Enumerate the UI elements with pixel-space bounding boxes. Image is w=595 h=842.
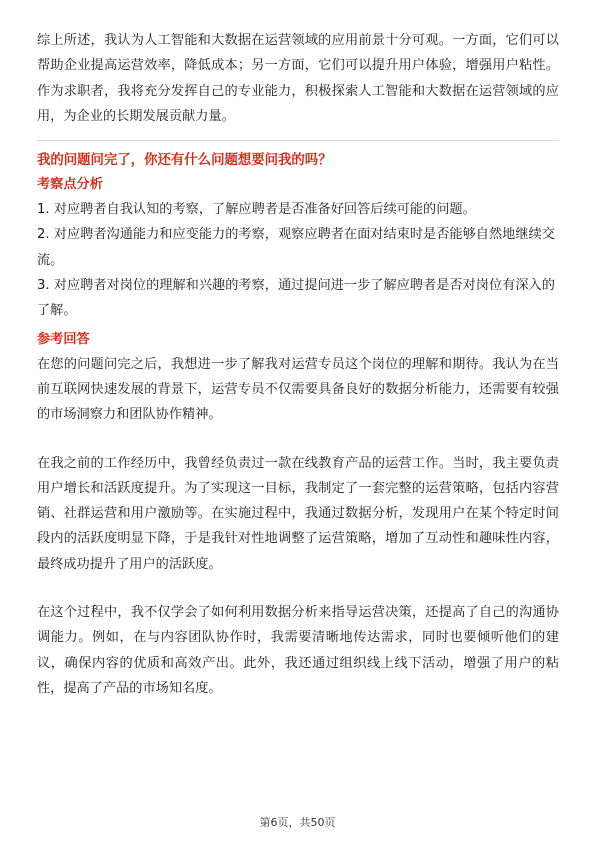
analysis-heading: 考察点分析 [37,177,103,193]
question-title: 我的问题问完了，你还有什么问题想要问我的吗？ [37,153,332,169]
answer-paragraph: 在这个过程中，我不仅学会了如何利用数据分析来指导运营决策，还提高了自己的沟通协调能力。例如，在与内容团队协作时，我需要清晰地传达需求，同时也要倾听他们的建议，确保内容的优质和高效产出。此外，我还通过组织线上线下活动，增强了用户的粘性，提高了产品的市场知名度。 [37,605,559,696]
page-number: 第6页，共50页 [259,816,336,829]
section-divider [37,140,559,141]
answer-paragraph: 在我之前的工作经历中，我曾经负责过一款在线教育产品的运营工作。当时，我主要负责用户增长和活跃度提升。为了实现这一目标，我制定了一套完整的运营策略，包括内容营销、社群运营和用户激励等。在实施过程中，我通过数据分析，发现用户在某个特定时间段内的活跃度明显下降，于是我针对性地调整了运营策略，增加了互动性和趣味性内容，最终成功提升了用户的活跃度。 [37,455,559,572]
paragraph-gap [37,577,559,600]
paragraph-gap [37,428,559,451]
analysis-item: 2. 对应聘者沟通能力和应变能力的考察，观察应聘者在面对结束时是否能够自然地继续交流。 [37,227,555,268]
document-page [37,28,559,701]
analysis-item: 3. 对应聘者对岗位的理解和兴趣的考察，通过提问进一步了解应聘者是否对岗位有深入的了解。 [37,278,555,319]
analysis-item: 1. 对应聘者自我认知的考察，了解应聘者是否准备好回答后续可能的问题。 [37,202,476,218]
intro-paragraph: 综上所述，我认为人工智能和大数据在运营领域的应用前景十分可观。一方面，它们可以帮助企业提高运营效率，降低成本；另一方面，它们可以提升用户体验，增强用户粘性。作为求职者，我将充分发挥自己的专业能力，积极探索人工智能和大数据在运营领域的应用，为企业的长期发展贡献力量。 [37,33,559,124]
answer-paragraph: 在您的问题问完之后，我想进一步了解我对运营专员这个岗位的理解和期待。我认为在当前互联网快速发展的背景下，运营专员不仅需要具备良好的数据分析能力，还需要有较强的市场洞察力和团队协作精神。 [37,356,559,423]
answer-heading: 参考回答 [37,331,90,347]
